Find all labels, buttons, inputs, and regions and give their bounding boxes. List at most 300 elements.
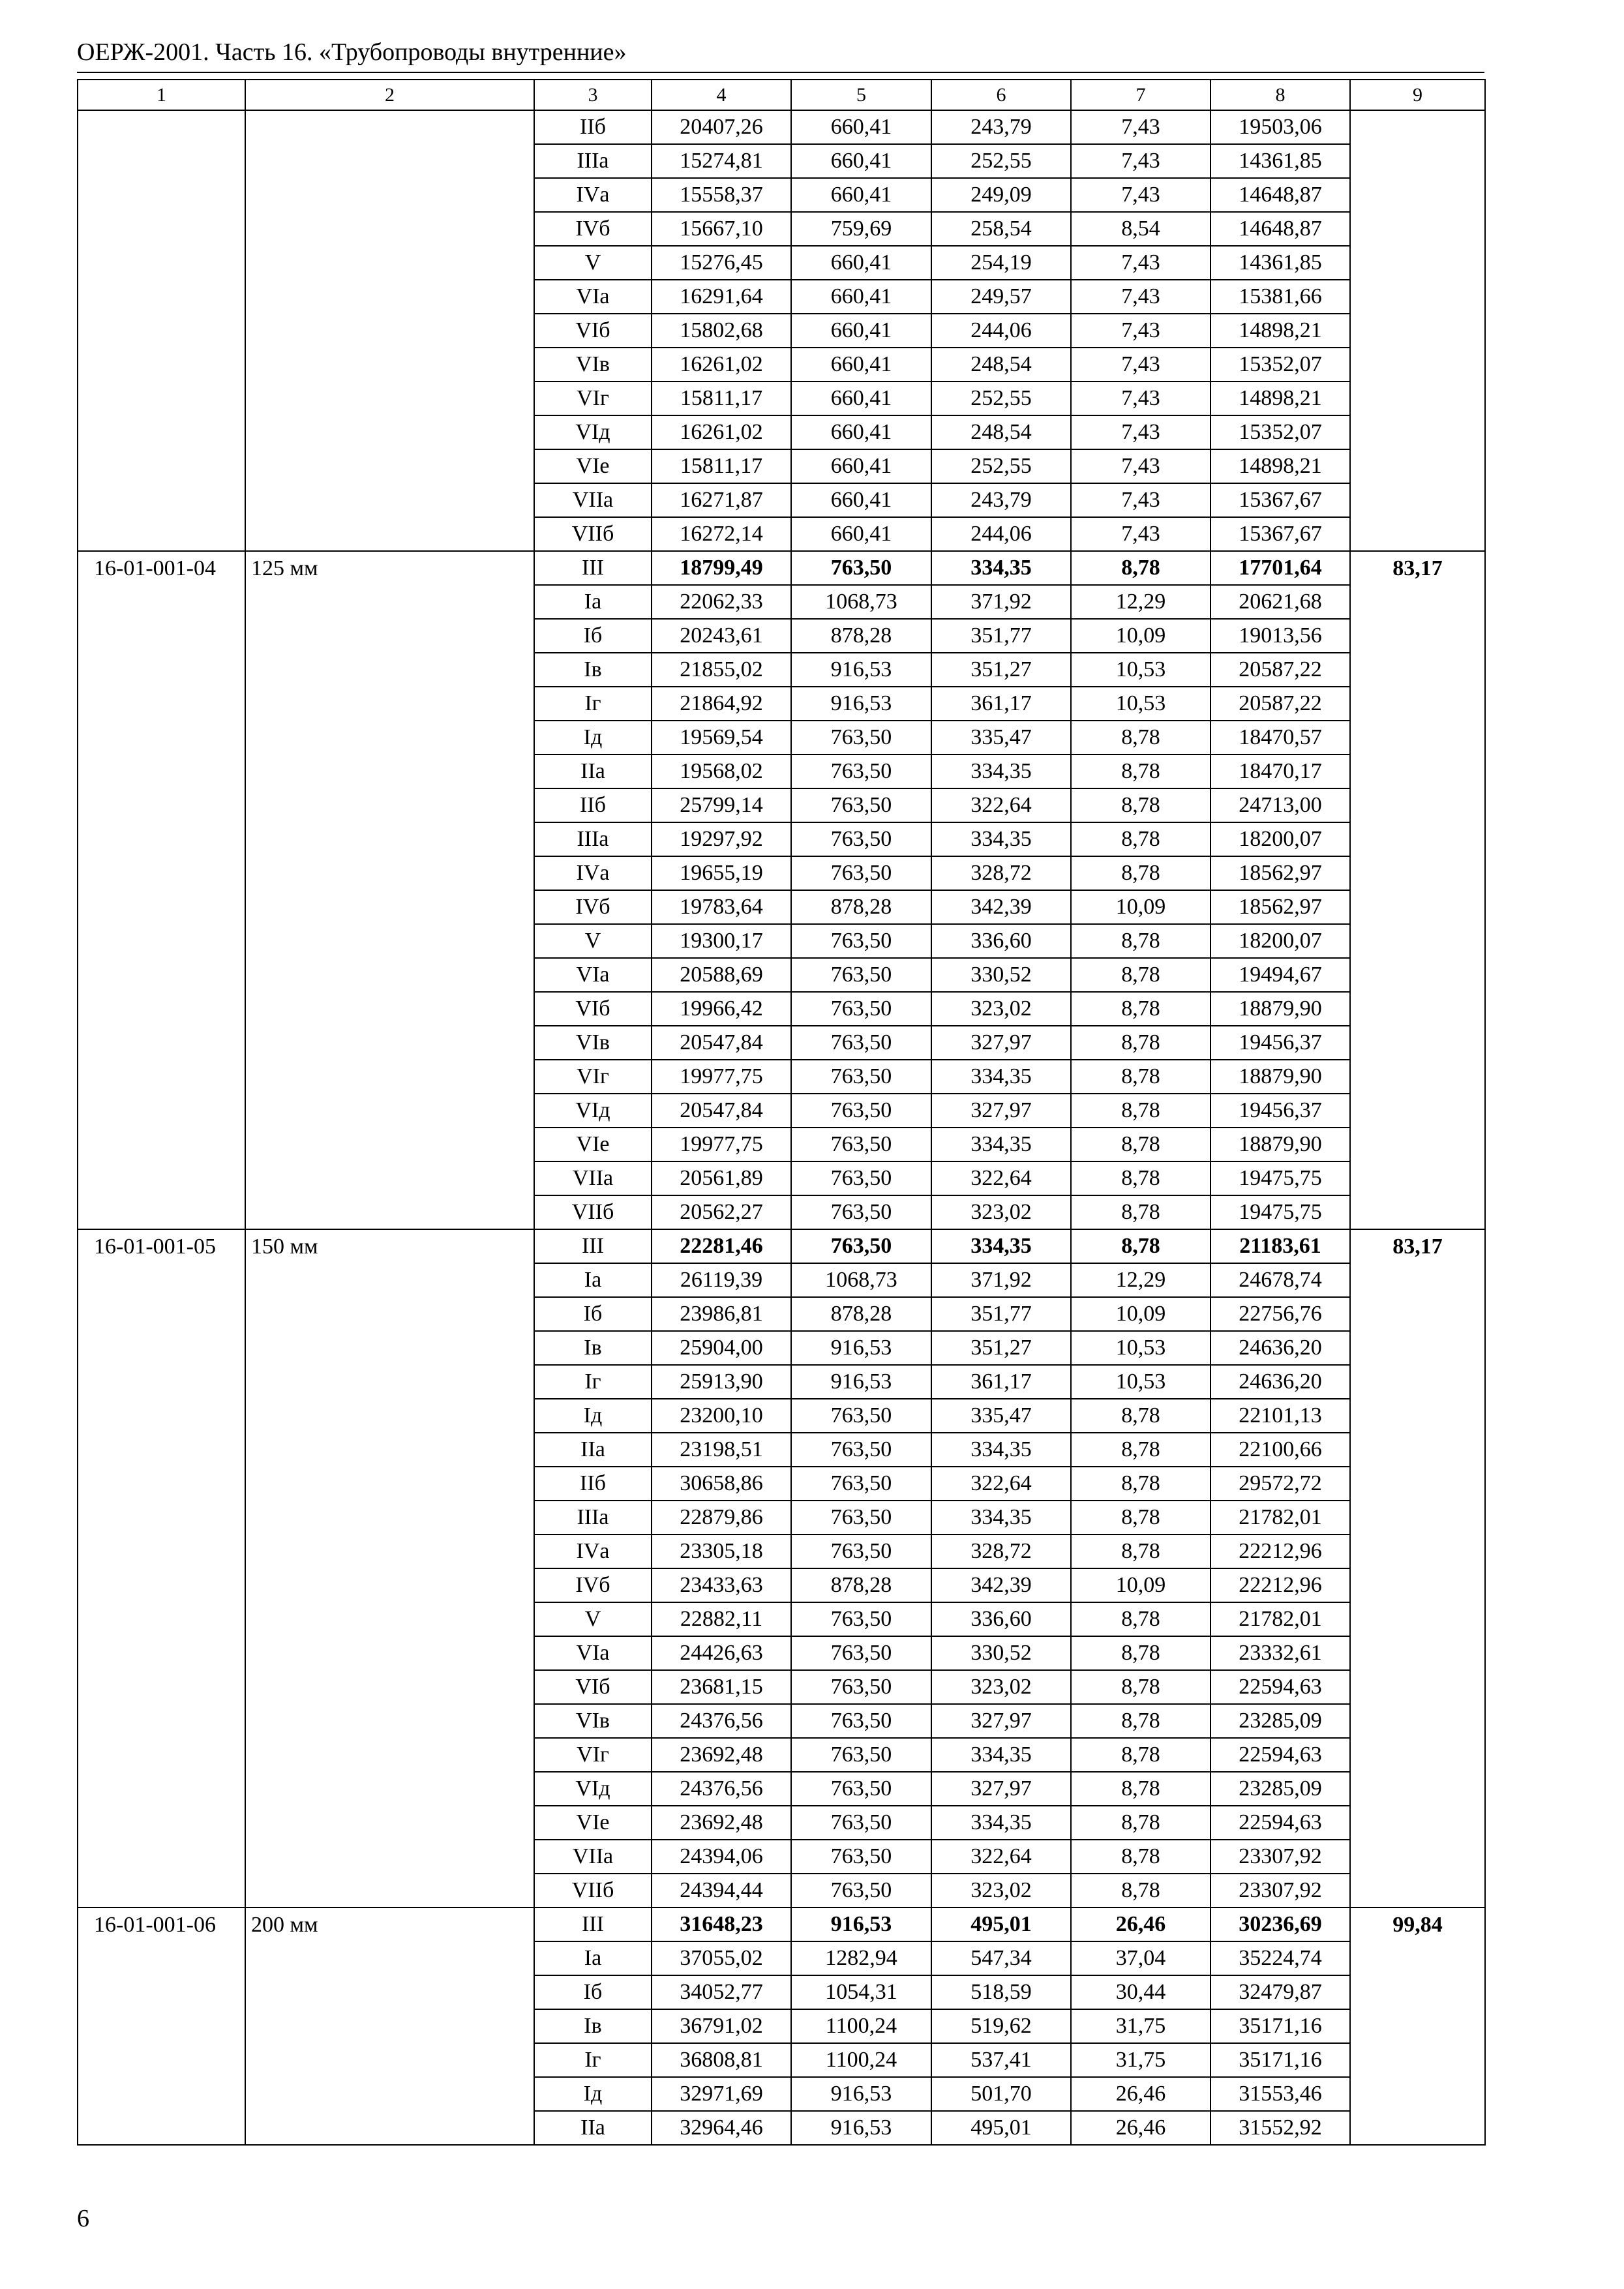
table-cell [245,348,534,382]
table-cell [78,314,245,348]
table-row [78,1670,1485,1704]
table-cell: 916,53 [791,1365,931,1399]
table-cell [245,924,534,958]
table-cell: 32479,87 [1210,1975,1350,2009]
table-cell [78,1806,245,1840]
table-cell [245,1195,534,1229]
table-cell [1350,890,1485,924]
table-cell: 322,64 [931,788,1071,822]
table-row [78,1568,1485,1602]
table-cell: 660,41 [791,144,931,178]
table-cell [78,1365,245,1399]
table-cell: V [534,924,652,958]
table-cell: 916,53 [791,1331,931,1365]
table-cell [1350,687,1485,721]
table-cell [78,687,245,721]
table-cell [245,314,534,348]
table-cell [245,1467,534,1501]
table-cell [1350,1501,1485,1534]
table-cell: VIе [534,1128,652,1161]
table-cell: 249,57 [931,280,1071,314]
table-cell: V [534,1602,652,1636]
table-cell: Iд [534,721,652,755]
table-cell: 1100,24 [791,2043,931,2077]
table-cell: 878,28 [791,1297,931,1331]
table-cell [245,246,534,280]
table-cell [245,280,534,314]
table-cell [245,2043,534,2077]
table-cell: 10,53 [1071,687,1210,721]
column-number: 4 [652,80,791,110]
table-cell: 258,54 [931,212,1071,246]
table-cell: 19783,64 [652,890,791,924]
table-body [78,110,1485,2145]
table-cell: 26119,39 [652,1263,791,1297]
table-cell: 23200,10 [652,1399,791,1433]
table-cell: 8,78 [1071,551,1210,585]
table-cell: 7,43 [1071,382,1210,415]
table-cell: 22594,63 [1210,1670,1350,1704]
table-cell [1350,992,1485,1026]
table-cell: 20562,27 [652,1195,791,1229]
table-cell: 660,41 [791,517,931,551]
table-cell: 8,78 [1071,1636,1210,1670]
table-cell: 16-01-001-06 [78,1908,245,1941]
table-row [78,1128,1485,1161]
table-cell: 8,78 [1071,1840,1210,1874]
table-cell [1350,2043,1485,2077]
table-row [78,687,1485,721]
table-cell [1350,1840,1485,1874]
table-cell [78,1941,245,1975]
table-cell: 660,41 [791,382,931,415]
table-cell: 351,77 [931,1297,1071,1331]
table-cell [245,1874,534,1908]
table-cell: 35171,16 [1210,2009,1350,2043]
table-cell: 916,53 [791,1908,931,1941]
table-cell [245,2077,534,2111]
table-cell: VIIа [534,1161,652,1195]
table-cell [78,415,245,449]
table-cell: 763,50 [791,1433,931,1467]
table-cell: 334,35 [931,1433,1071,1467]
table-cell: 763,50 [791,1636,931,1670]
table-cell: 30,44 [1071,1975,1210,2009]
table-cell: 8,78 [1071,755,1210,788]
table-cell: 328,72 [931,856,1071,890]
table-cell: 8,78 [1071,1161,1210,1195]
table-row [78,1602,1485,1636]
table-cell [1350,1128,1485,1161]
table-cell: VIб [534,314,652,348]
table-cell: 322,64 [931,1467,1071,1501]
table-cell: 10,09 [1071,890,1210,924]
table-cell [78,1840,245,1874]
table-row [78,1806,1485,1840]
table-cell: 8,78 [1071,1670,1210,1704]
table-cell: 916,53 [791,653,931,687]
table-cell: 8,78 [1071,992,1210,1026]
table-cell: 18200,07 [1210,822,1350,856]
table-row [78,1094,1485,1128]
table-cell [245,687,534,721]
table-cell: IIIа [534,1501,652,1534]
table-cell: 1068,73 [791,585,931,619]
table-cell [78,1568,245,1602]
table-cell [1350,280,1485,314]
table-cell: VIа [534,1636,652,1670]
table-cell: 19013,56 [1210,619,1350,653]
table-row [78,1636,1485,1670]
table-cell: 8,78 [1071,1399,1210,1433]
table-cell: 18799,49 [652,551,791,585]
table-row [78,483,1485,517]
table-cell: 878,28 [791,890,931,924]
table-cell: 495,01 [931,2111,1071,2145]
table-cell [78,1602,245,1636]
table-cell: VIд [534,415,652,449]
table-cell: 31648,23 [652,1908,791,1941]
table-cell: VIIб [534,1874,652,1908]
table-cell: 660,41 [791,178,931,212]
table-cell: 20587,22 [1210,653,1350,687]
table-cell: 19494,67 [1210,958,1350,992]
table-cell: 20407,26 [652,110,791,144]
table-cell: 19503,06 [1210,110,1350,144]
table-cell: 22212,96 [1210,1534,1350,1568]
table-cell: 334,35 [931,1806,1071,1840]
table-cell [1350,415,1485,449]
table-cell: 254,19 [931,246,1071,280]
table-cell: 763,50 [791,1128,931,1161]
table-cell [78,822,245,856]
table-cell: 361,17 [931,687,1071,721]
table-cell: 249,09 [931,178,1071,212]
table-cell: 763,50 [791,1060,931,1094]
table-cell [245,483,534,517]
table-cell: 16261,02 [652,415,791,449]
table-cell [1350,822,1485,856]
page-number: 6 [77,2205,89,2232]
table-row [78,958,1485,992]
table-row [78,2077,1485,2111]
table-cell: 21864,92 [652,687,791,721]
table-cell: 31553,46 [1210,2077,1350,2111]
table-cell: 335,47 [931,1399,1071,1433]
table-cell: 8,78 [1071,958,1210,992]
table-cell: 22594,63 [1210,1806,1350,1840]
table-cell: 36808,81 [652,2043,791,2077]
table-cell: 334,35 [931,1229,1071,1263]
table-cell: 8,78 [1071,1229,1210,1263]
table-cell [78,1094,245,1128]
table-cell: 763,50 [791,1602,931,1636]
table-cell: 763,50 [791,1026,931,1060]
table-row [78,1399,1485,1433]
table-cell [245,1738,534,1772]
table-cell: 1054,31 [791,1975,931,2009]
table-cell [1350,1026,1485,1060]
table-cell: VIг [534,1738,652,1772]
table-cell: 16-01-001-04 [78,551,245,585]
table-cell [1350,653,1485,687]
table-cell [245,1670,534,1704]
table-cell [78,2077,245,2111]
table-cell: 7,43 [1071,348,1210,382]
table-cell: 22882,11 [652,1602,791,1636]
table-cell [245,992,534,1026]
table-cell: 7,43 [1071,415,1210,449]
table-cell [245,1026,534,1060]
table-cell: IIIа [534,822,652,856]
table-cell: 763,50 [791,1704,931,1738]
table-cell: 10,53 [1071,1331,1210,1365]
table-row [78,755,1485,788]
table-cell: 660,41 [791,280,931,314]
table-cell [245,1501,534,1534]
table-cell: 32971,69 [652,2077,791,2111]
table-row [78,1433,1485,1467]
header-rule [77,72,1484,73]
table-cell: Iб [534,1297,652,1331]
table-cell: 23433,63 [652,1568,791,1602]
table-cell: 83,17 [1350,551,1485,585]
table-cell: 22062,33 [652,585,791,619]
table-cell [1350,1670,1485,1704]
table-cell: VIб [534,992,652,1026]
table-cell: 1068,73 [791,1263,931,1297]
table-row [78,212,1485,246]
table-cell: 20561,89 [652,1161,791,1195]
table-row [78,1840,1485,1874]
table-cell [245,1704,534,1738]
table-row [78,890,1485,924]
table-cell [1350,314,1485,348]
table-row [78,1026,1485,1060]
table-cell: 15811,17 [652,449,791,483]
table-row [78,856,1485,890]
table-cell: 20587,22 [1210,687,1350,721]
table-cell [245,144,534,178]
table-cell: 37055,02 [652,1941,791,1975]
table-cell: 327,97 [931,1772,1071,1806]
table-cell: 23198,51 [652,1433,791,1467]
table-cell: 327,97 [931,1094,1071,1128]
table-cell [245,110,534,144]
table-cell [1350,1738,1485,1772]
table-cell: 759,69 [791,212,931,246]
table-row [78,348,1485,382]
table-cell: 336,60 [931,1602,1071,1636]
table-cell [1350,2077,1485,2111]
table-row [78,1195,1485,1229]
table-cell [78,1772,245,1806]
table-cell: 763,50 [791,822,931,856]
table-cell [245,619,534,653]
table-cell: 34052,77 [652,1975,791,2009]
table-cell: 26,46 [1071,1908,1210,1941]
table-cell: 19977,75 [652,1128,791,1161]
table-cell [245,1263,534,1297]
table-cell: 10,09 [1071,1568,1210,1602]
table-cell: 10,53 [1071,653,1210,687]
table-cell: 21782,01 [1210,1501,1350,1534]
table-cell: 24394,44 [652,1874,791,1908]
table-cell: 24678,74 [1210,1263,1350,1297]
table-cell: 8,78 [1071,721,1210,755]
table-row [78,2043,1485,2077]
table-cell: 322,64 [931,1161,1071,1195]
table-cell [1350,788,1485,822]
table-cell [245,1772,534,1806]
table-cell [1350,1467,1485,1501]
table-cell: 21782,01 [1210,1602,1350,1636]
table-cell [245,415,534,449]
table-cell [78,348,245,382]
table-cell: 21183,61 [1210,1229,1350,1263]
table-cell: 763,50 [791,1772,931,1806]
table-cell: 916,53 [791,687,931,721]
table-cell: 763,50 [791,1094,931,1128]
table-row [78,1941,1485,1975]
table-cell: IVа [534,856,652,890]
table-row [78,1229,1485,1263]
table-cell: VIIб [534,517,652,551]
table-cell: 14898,21 [1210,449,1350,483]
table-cell [78,1433,245,1467]
table-cell: 7,43 [1071,280,1210,314]
table-cell: VIе [534,1806,652,1840]
table-cell [245,1161,534,1195]
table-cell [245,788,534,822]
table-cell [245,1094,534,1128]
table-cell: 334,35 [931,1738,1071,1772]
table-cell: 334,35 [931,551,1071,585]
table-cell: VIе [534,449,652,483]
table-cell: 323,02 [931,1670,1071,1704]
table-cell [1350,382,1485,415]
table-cell: 916,53 [791,2111,931,2145]
table-cell: 20547,84 [652,1094,791,1128]
table-cell: 8,78 [1071,1026,1210,1060]
table-cell [1350,1365,1485,1399]
table-cell: 1100,24 [791,2009,931,2043]
table-cell: 15367,67 [1210,517,1350,551]
table-cell [78,1399,245,1433]
table-cell: 29572,72 [1210,1467,1350,1501]
table-cell: 8,78 [1071,1501,1210,1534]
table-cell [78,856,245,890]
table-cell: 16261,02 [652,348,791,382]
table-cell: VIд [534,1772,652,1806]
table-cell: 763,50 [791,1501,931,1534]
table-cell [1350,1161,1485,1195]
table-cell: IIб [534,1467,652,1501]
table-cell: 25913,90 [652,1365,791,1399]
table-cell [78,619,245,653]
table-cell: 25904,00 [652,1331,791,1365]
table-cell [245,1602,534,1636]
column-number: 5 [791,80,931,110]
table-cell: IIа [534,2111,652,2145]
table-cell: 7,43 [1071,246,1210,280]
table-row [78,1874,1485,1908]
table-cell: 15381,66 [1210,280,1350,314]
table-cell: 18879,90 [1210,1060,1350,1094]
table-cell: Iа [534,1263,652,1297]
table-cell [1350,1060,1485,1094]
table-cell [1350,517,1485,551]
table-cell: VIа [534,958,652,992]
table-cell [1350,721,1485,755]
table-cell: 23332,61 [1210,1636,1350,1670]
table-cell [78,178,245,212]
table-cell [78,483,245,517]
table-cell: 30658,86 [652,1467,791,1501]
table-cell: VIIа [534,1840,652,1874]
table-cell: Iа [534,1941,652,1975]
table-cell: III [534,1229,652,1263]
table-cell: 15276,45 [652,246,791,280]
table-cell: 23692,48 [652,1738,791,1772]
table-cell: Iв [534,1331,652,1365]
table-cell: 24376,56 [652,1772,791,1806]
table-cell: 763,50 [791,721,931,755]
table-cell: IVб [534,212,652,246]
table-cell: VIIа [534,483,652,517]
column-number-row [78,80,1485,110]
table-cell: 328,72 [931,1534,1071,1568]
table-cell: VIIб [534,1195,652,1229]
table-cell: 763,50 [791,856,931,890]
table-cell [1350,1568,1485,1602]
table-row [78,788,1485,822]
table-cell [1350,178,1485,212]
table-cell: 14361,85 [1210,246,1350,280]
table-cell: 26,46 [1071,2077,1210,2111]
table-cell [245,1534,534,1568]
table-cell: IVа [534,1534,652,1568]
table-cell [245,755,534,788]
table-cell [245,2111,534,2145]
table-cell [245,2009,534,2043]
table-cell: 35224,74 [1210,1941,1350,1975]
table-cell [1350,1094,1485,1128]
table-row [78,822,1485,856]
table-cell [78,1026,245,1060]
table-row [78,721,1485,755]
table-cell: 20547,84 [652,1026,791,1060]
table-row [78,1738,1485,1772]
table-cell: 24713,00 [1210,788,1350,822]
table-cell [245,212,534,246]
table-cell: 15667,10 [652,212,791,246]
table-cell [78,212,245,246]
table-cell [1350,1399,1485,1433]
table-cell: 10,09 [1071,1297,1210,1331]
table-cell: 17701,64 [1210,551,1350,585]
table-cell: 763,50 [791,788,931,822]
table-row [78,2111,1485,2145]
table-cell [78,1467,245,1501]
table-cell [1350,1636,1485,1670]
table-row [78,1263,1485,1297]
table-cell [245,822,534,856]
table-cell: 24636,20 [1210,1365,1350,1399]
table-cell [1350,1331,1485,1365]
table-cell: 19300,17 [652,924,791,958]
table-cell [78,1975,245,2009]
